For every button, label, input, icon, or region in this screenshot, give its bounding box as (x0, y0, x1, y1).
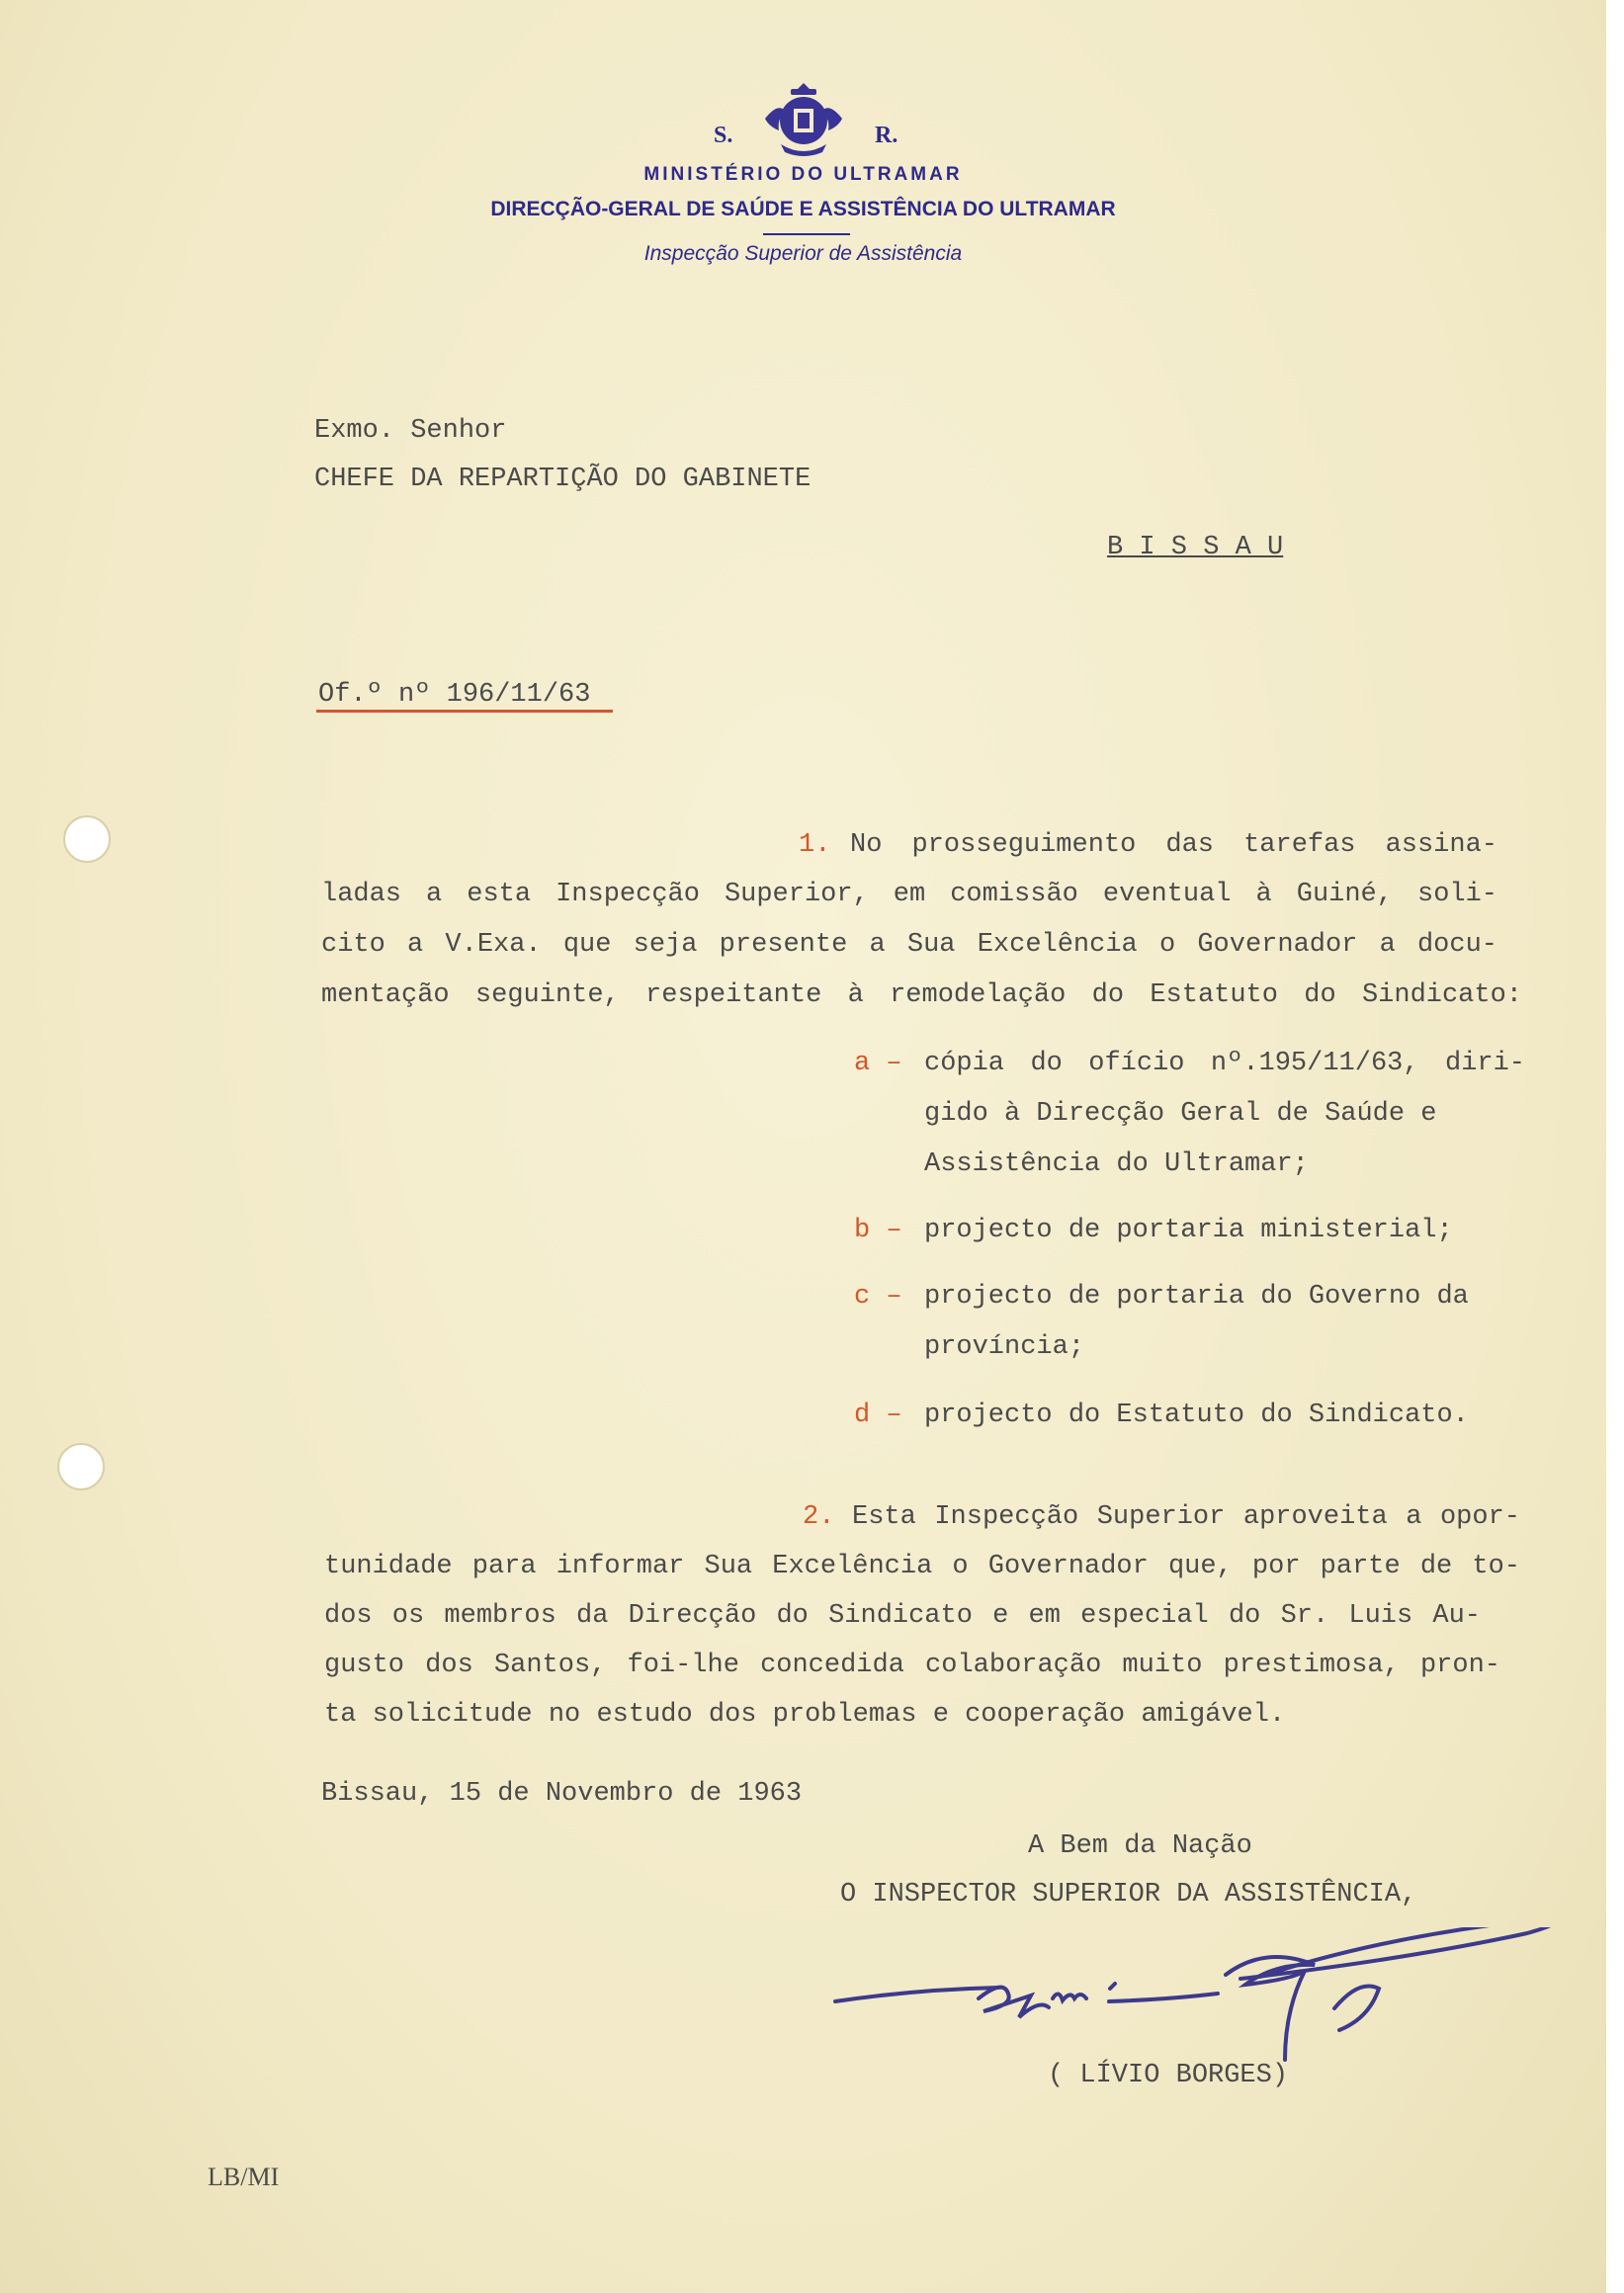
para2-number: 2. (803, 1502, 835, 1532)
closing-motto: A Bem da Nação (1028, 1831, 1252, 1861)
inspection-name: Inspecção Superior de Assistência (643, 242, 963, 265)
header-rule (763, 233, 850, 235)
item-a-line: cópia do ofício nº.195/11/63, diri- (924, 1049, 1525, 1078)
typist-initials: LB/MI (208, 2163, 280, 2191)
item-d-line: projecto do Estatuto do Sindicato. (924, 1401, 1469, 1430)
para1-line: mentação seguinte, respeitante à remodelação do Estatuto do Sindicato: (321, 980, 1522, 1010)
para1-line: cito a V.Exa. que seja presente a Sua Excelência o Governador a docu- (321, 930, 1497, 960)
item-c-letter: c – (854, 1282, 902, 1312)
punch-hole (57, 1443, 105, 1490)
item-b-line: projecto de portaria ministerial; (924, 1216, 1453, 1245)
reference-underline (316, 710, 613, 713)
addressee-title: CHEFE DA REPARTIÇÃO DO GABINETE (314, 465, 812, 494)
letterhead-s: S. (714, 123, 733, 148)
directorate-name: DIRECÇÃO-GERAL DE SAÚDE E ASSISTÊNCIA DO ULTRAMAR (490, 198, 1116, 220)
para2-line: gusto dos Santos, foi-lhe concedida colaboração muito prestimosa, pron- (324, 1651, 1500, 1680)
item-a-letter: a – (854, 1049, 902, 1078)
letterhead-r: R. (875, 123, 898, 148)
ministry-name: MINISTÉRIO DO ULTRAMAR (643, 164, 963, 185)
date-line: Bissau, 15 de Novembro de 1963 (321, 1779, 803, 1809)
para1-line: ladas a esta Inspecção Superior, em comissão eventual à Guiné, soli- (321, 880, 1497, 909)
salutation: Exmo. Senhor (314, 416, 507, 446)
para2-line: dos os membros da Direcção do Sindicato e em especial do Sr. Luis Au- (324, 1601, 1481, 1631)
coat-of-arms-icon (761, 79, 846, 158)
signatory-name: ( LÍVIO BORGES) (1048, 2061, 1289, 2090)
para2-line: ta solicitude no estudo dos problemas e cooperação amigável. (324, 1700, 1286, 1730)
item-d-letter: d – (854, 1401, 902, 1430)
item-b-letter: b – (854, 1216, 902, 1245)
para2-line: Esta Inspecção Superior aproveita a opor- (852, 1502, 1520, 1532)
item-a-line: gido à Direcção Geral de Saúde e (924, 1099, 1437, 1129)
reference-number: Of.º nº 196/11/63 (318, 680, 591, 710)
punch-hole (63, 815, 111, 863)
item-c-line: projecto de portaria do Governo da (924, 1282, 1469, 1312)
para1-number: 1. (799, 830, 831, 860)
para2-line: tunidade para informar Sua Excelência o Governador que, por parte de to- (324, 1552, 1520, 1581)
item-c-line: província; (924, 1332, 1085, 1362)
signatory-title: O INSPECTOR SUPERIOR DA ASSISTÊNCIA, (840, 1880, 1417, 1910)
page-edge (1606, 0, 1624, 2293)
para1-line: No prosseguimento das tarefas assina- (850, 830, 1497, 860)
addressee-city: B I S S A U (1107, 533, 1284, 562)
item-a-line: Assistência do Ultramar; (924, 1149, 1309, 1179)
